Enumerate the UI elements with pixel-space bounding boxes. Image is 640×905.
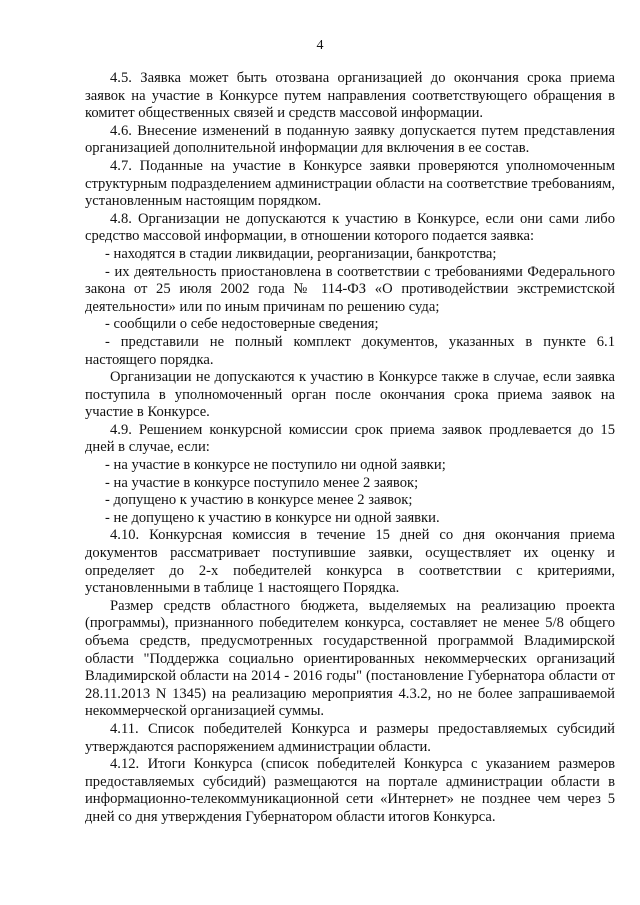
paragraph-4-7: 4.7. Поданные на участие в Конкурсе заявки проверяются уполномоченным структурным подразделением администрации области на соответствие требованиям, установленным настоящим порядком.	[85, 157, 615, 210]
paragraph-4-12: 4.12. Итоги Конкурса (список победителей Конкурса с указанием размеров предоставляемых субсидий) размещаются на портале администрации области в информационно-телекоммуникационной сети «Интернет» не позднее чем через 5 дней со дня утверждения Губернатором области итогов Конкурса.	[85, 756, 615, 825]
list-item: - на участие в конкурсе поступило менее 2 заявок;	[105, 474, 419, 491]
list-item: - сообщили о себе недостоверные сведения;	[105, 316, 379, 333]
paragraph-organizations: Организации не допускаются к участию в Конкурсе также в случае, если заявка поступила в уполномоченный орган после окончания срока приема заявок на участие в Конкурсе.	[85, 369, 615, 421]
paragraph-budget: Размер средств областного бюджета, выделяемых на реализацию проекта (программы), признанного победителем конкурса, составляет не менее 5/8 общего объема средств, предусмотренных государственной программой Владимирской области "Поддержка социально ориентированных некоммерческих организаций Владимирской области на 2014 - 2016 годы" (постановление Губернатора области от 28.11.2013 N 1345) на реализацию мероприятия 4.3.2, но не более запрашиваемой некоммерческой организацией суммы.	[85, 597, 615, 720]
document-body	[85, 70, 615, 827]
paragraph-4-8: 4.8. Организации не допускаются к участию в Конкурсе, если они сами либо средство массовой информации, в отношении которого подается заявка:	[85, 210, 615, 245]
paragraph-4-9: 4.9. Решением конкурсной комиссии срок приема заявок продлевается до 15 дней в случае, если:	[85, 421, 615, 456]
list-item: - представили не полный комплект документов, указанных в пункте 6.1 настоящего порядка.	[85, 333, 615, 368]
list-item: - находятся в стадии ликвидации, реорганизации, банкротства;	[105, 245, 497, 262]
list-item: - допущено к участию в конкурсе менее 2 заявок;	[105, 492, 413, 509]
list-item: - их деятельность приостановлена в соответствии с требованиями Федерального закона от 25 июля 2002 года № 114-ФЗ «О противодействии экстремистской деятельности» или по иным причинам по решению суда;	[85, 263, 615, 315]
paragraph-4-5: 4.5. Заявка может быть отозвана организацией до окончания срока приема заявок на участие в Конкурсе путем направления соответствующего обращения в комитет общественных связей и средств массовой информации.	[85, 70, 615, 122]
list-item: - не допущено к участию в конкурсе ни одной заявки.	[105, 509, 440, 526]
paragraph-4-6: 4.6. Внесение изменений в поданную заявку допускается путем представления организацией дополнительной информации для включения в ее состав.	[85, 122, 615, 157]
paragraph-4-11: 4.11. Список победителей Конкурса и размеры предоставляемых субсидий утверждаются распоряжением администрации области.	[85, 720, 615, 755]
page-number: 4	[316, 38, 324, 53]
paragraph-4-10: 4.10. Конкурсная комиссия в течение 15 дней со дня окончания приема документов рассматривает поступившие заявки, осуществляет их оценку и определяет до 2-х победителей конкурса в соответствии с критериями, установленными в таблице 1 настоящего Порядка.	[85, 527, 615, 597]
list-item: - на участие в конкурсе не поступило ни одной заявки;	[105, 457, 446, 474]
